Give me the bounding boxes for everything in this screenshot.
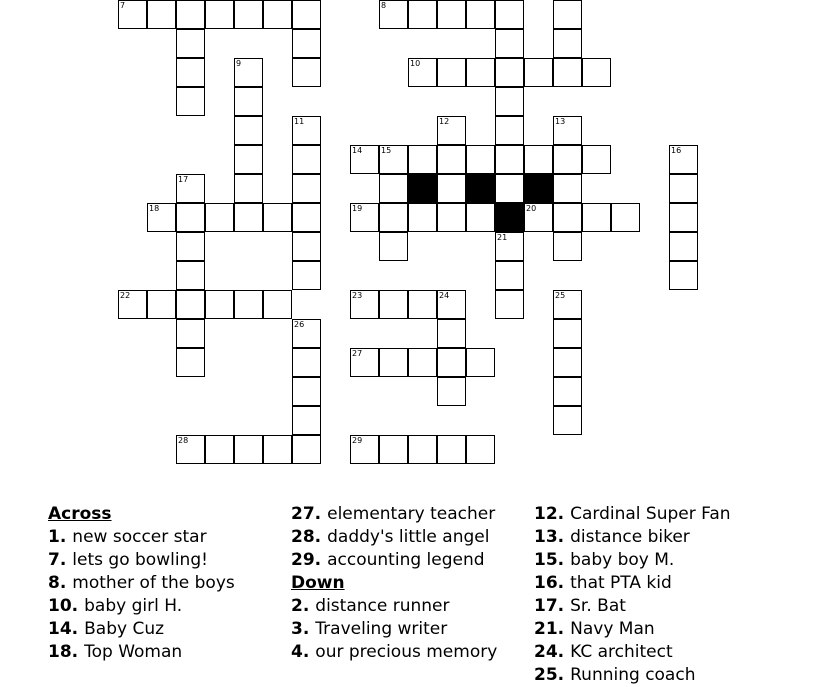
- cell-number: 24: [439, 291, 450, 300]
- cell-number: 10: [410, 59, 421, 68]
- clue-text: Running coach: [570, 665, 696, 685]
- grid-cell[interactable]: [553, 377, 582, 406]
- grid-cell[interactable]: [176, 261, 205, 290]
- clue-number: 4.: [291, 642, 310, 662]
- grid-cell[interactable]: [234, 203, 263, 232]
- grid-cell[interactable]: [379, 0, 408, 29]
- grid-cell[interactable]: [553, 319, 582, 348]
- grid-cell[interactable]: [379, 348, 408, 377]
- clue-item: [534, 641, 731, 664]
- grid-cell[interactable]: [437, 116, 466, 145]
- grid-cell[interactable]: [118, 0, 147, 29]
- grid-cell[interactable]: [234, 87, 263, 116]
- cell-number: 8: [381, 1, 387, 10]
- clue-item: [291, 526, 497, 549]
- clue-item: [534, 503, 731, 526]
- grid-cell[interactable]: [234, 116, 263, 145]
- clue-text: lets go bowling!: [72, 550, 208, 570]
- cell-number: 28: [178, 436, 189, 445]
- grid-cell[interactable]: [205, 290, 234, 319]
- clue-column-3: [534, 503, 731, 687]
- clue-text: our precious memory: [315, 642, 498, 662]
- cell-number: 15: [381, 146, 392, 155]
- grid-cell[interactable]: [553, 232, 582, 261]
- grid-cell[interactable]: [205, 203, 234, 232]
- clue-text: baby girl H.: [84, 596, 183, 616]
- grid-cell[interactable]: [176, 58, 205, 87]
- grid-cell[interactable]: [553, 29, 582, 58]
- clue-number: 8.: [48, 573, 67, 593]
- cell-number: 14: [352, 146, 363, 155]
- grid-cell[interactable]: [495, 0, 524, 29]
- grid-cell[interactable]: [379, 174, 408, 203]
- grid-cell[interactable]: [234, 0, 263, 29]
- grid-cell[interactable]: [350, 203, 379, 232]
- grid-cell[interactable]: [234, 145, 263, 174]
- grid-cell[interactable]: [611, 203, 640, 232]
- grid-cell[interactable]: [176, 87, 205, 116]
- clue-item: [48, 526, 235, 549]
- clue-number: 1.: [48, 527, 67, 547]
- grid-cell[interactable]: [553, 406, 582, 435]
- grid-cell[interactable]: [147, 203, 176, 232]
- grid-cell[interactable]: [466, 203, 495, 232]
- clue-number: 18.: [48, 642, 79, 662]
- grid-cell[interactable]: [466, 58, 495, 87]
- grid-cell[interactable]: [292, 435, 321, 464]
- cell-number: 26: [294, 320, 305, 329]
- grid-cell[interactable]: [234, 290, 263, 319]
- clue-item: [48, 641, 235, 664]
- grid-cell[interactable]: [553, 58, 582, 87]
- grid-cell[interactable]: [408, 290, 437, 319]
- grid-cell[interactable]: [437, 435, 466, 464]
- grid-cell[interactable]: [292, 203, 321, 232]
- grid-cell[interactable]: [553, 203, 582, 232]
- clue-number: 16.: [534, 573, 565, 593]
- grid-cell[interactable]: [553, 0, 582, 29]
- cell-number: 7: [120, 1, 126, 10]
- cell-number: 27: [352, 349, 363, 358]
- grid-cell[interactable]: [350, 348, 379, 377]
- clue-text: baby boy M.: [570, 550, 675, 570]
- grid-cell[interactable]: [408, 203, 437, 232]
- grid-cell[interactable]: [553, 174, 582, 203]
- grid-cell[interactable]: [553, 348, 582, 377]
- clue-number: 17.: [534, 596, 565, 616]
- clue-item: [291, 549, 497, 572]
- clue-number: 13.: [534, 527, 565, 547]
- grid-cell[interactable]: [176, 348, 205, 377]
- grid-cell[interactable]: [176, 290, 205, 319]
- clue-column-1: [48, 503, 235, 664]
- cell-number: 19: [352, 204, 363, 213]
- clue-text: distance biker: [570, 527, 690, 547]
- clue-number: 21.: [534, 619, 565, 639]
- grid-cell[interactable]: [205, 0, 234, 29]
- clue-number: 7.: [48, 550, 67, 570]
- clue-item: [534, 549, 731, 572]
- black-square: [466, 174, 495, 203]
- grid-cell[interactable]: [669, 145, 698, 174]
- grid-cell[interactable]: [408, 58, 437, 87]
- grid-cell[interactable]: [292, 58, 321, 87]
- clue-section-heading: Across: [48, 504, 112, 524]
- grid-cell[interactable]: [495, 261, 524, 290]
- grid-cell[interactable]: [437, 348, 466, 377]
- grid-cell[interactable]: [292, 0, 321, 29]
- grid-cell[interactable]: [379, 435, 408, 464]
- grid-cell[interactable]: [263, 435, 292, 464]
- grid-cell[interactable]: [205, 435, 234, 464]
- grid-cell[interactable]: [437, 58, 466, 87]
- clue-text: daddy's little angel: [327, 527, 490, 547]
- cell-number: 25: [555, 291, 566, 300]
- grid-cell[interactable]: [524, 203, 553, 232]
- grid-cell[interactable]: [176, 174, 205, 203]
- grid-cell[interactable]: [292, 29, 321, 58]
- grid-cell[interactable]: [466, 0, 495, 29]
- clue-text: new soccer star: [72, 527, 207, 547]
- clue-text: Top Woman: [84, 642, 183, 662]
- grid-cell[interactable]: [118, 290, 147, 319]
- grid-cell[interactable]: [669, 203, 698, 232]
- clue-number: 25.: [534, 665, 565, 685]
- grid-cell[interactable]: [495, 29, 524, 58]
- grid-cell[interactable]: [292, 145, 321, 174]
- grid-cell[interactable]: [350, 435, 379, 464]
- clue-item: [291, 641, 497, 664]
- grid-cell[interactable]: [582, 58, 611, 87]
- grid-cell[interactable]: [582, 145, 611, 174]
- black-square: [495, 203, 524, 232]
- cell-number: 20: [526, 204, 537, 213]
- grid-cell[interactable]: [408, 435, 437, 464]
- grid-cell[interactable]: [466, 435, 495, 464]
- grid-cell[interactable]: [669, 232, 698, 261]
- grid-cell[interactable]: [437, 290, 466, 319]
- cell-number: 16: [671, 146, 682, 155]
- grid-cell[interactable]: [466, 348, 495, 377]
- clue-number: 29.: [291, 550, 322, 570]
- grid-cell[interactable]: [466, 145, 495, 174]
- clue-text: accounting legend: [327, 550, 485, 570]
- grid-cell[interactable]: [553, 145, 582, 174]
- grid-cell[interactable]: [263, 290, 292, 319]
- grid-cell[interactable]: [379, 290, 408, 319]
- grid-cell[interactable]: [292, 377, 321, 406]
- clue-text: Sr. Bat: [570, 596, 626, 616]
- cell-number: 11: [294, 117, 305, 126]
- grid-cell[interactable]: [437, 0, 466, 29]
- clue-column-2: [291, 503, 497, 664]
- grid-cell[interactable]: [408, 0, 437, 29]
- grid-cell[interactable]: [669, 174, 698, 203]
- grid-cell[interactable]: [292, 319, 321, 348]
- grid-cell[interactable]: [437, 377, 466, 406]
- grid-cell[interactable]: [176, 232, 205, 261]
- grid-cell[interactable]: [495, 145, 524, 174]
- grid-cell[interactable]: [292, 232, 321, 261]
- grid-cell[interactable]: [234, 58, 263, 87]
- clue-item: [291, 595, 497, 618]
- grid-cell[interactable]: [437, 319, 466, 348]
- grid-cell[interactable]: [524, 145, 553, 174]
- grid-cell[interactable]: [553, 116, 582, 145]
- clue-number: 12.: [534, 504, 565, 524]
- grid-cell[interactable]: [495, 58, 524, 87]
- clue-number: 24.: [534, 642, 565, 662]
- grid-cell[interactable]: [176, 319, 205, 348]
- grid-cell[interactable]: [408, 348, 437, 377]
- cell-number: 22: [120, 291, 131, 300]
- clue-text: Cardinal Super Fan: [570, 504, 731, 524]
- grid-cell[interactable]: [263, 203, 292, 232]
- clue-text: mother of the boys: [72, 573, 235, 593]
- grid-cell[interactable]: [147, 0, 176, 29]
- grid-cell[interactable]: [176, 435, 205, 464]
- grid-cell[interactable]: [176, 29, 205, 58]
- cell-number: 9: [236, 59, 242, 68]
- grid-cell[interactable]: [379, 232, 408, 261]
- clue-number: 15.: [534, 550, 565, 570]
- grid-cell[interactable]: [553, 290, 582, 319]
- clue-item: [534, 664, 731, 687]
- grid-cell[interactable]: [147, 290, 176, 319]
- clue-number: 10.: [48, 596, 79, 616]
- grid-cell[interactable]: [437, 145, 466, 174]
- black-square: [408, 174, 437, 203]
- clue-number: 27.: [291, 504, 322, 524]
- clue-item: [291, 503, 497, 526]
- grid-cell[interactable]: [408, 145, 437, 174]
- clue-item: [534, 618, 731, 641]
- cell-number: 12: [439, 117, 450, 126]
- grid-cell[interactable]: [495, 174, 524, 203]
- grid-cell[interactable]: [524, 58, 553, 87]
- grid-cell[interactable]: [350, 145, 379, 174]
- grid-cell[interactable]: [437, 203, 466, 232]
- clue-text: elementary teacher: [327, 504, 496, 524]
- clue-item: [48, 549, 235, 572]
- cell-number: 13: [555, 117, 566, 126]
- clue-text: that PTA kid: [570, 573, 672, 593]
- clue-text: Baby Cuz: [84, 619, 165, 639]
- grid-cell[interactable]: [379, 145, 408, 174]
- grid-cell[interactable]: [379, 203, 408, 232]
- clue-text: Navy Man: [570, 619, 655, 639]
- clue-section-heading: Down: [291, 573, 345, 593]
- grid-cell[interactable]: [234, 174, 263, 203]
- clue-number: 28.: [291, 527, 322, 547]
- grid-cell[interactable]: [292, 406, 321, 435]
- cell-number: 29: [352, 436, 363, 445]
- clue-text: distance runner: [315, 596, 450, 616]
- grid-cell[interactable]: [350, 290, 379, 319]
- clue-text: KC architect: [570, 642, 673, 662]
- grid-cell[interactable]: [176, 0, 205, 29]
- clue-item: [291, 618, 497, 641]
- cell-number: 18: [149, 204, 160, 213]
- cell-number: 21: [497, 233, 508, 242]
- black-square: [524, 174, 553, 203]
- clue-item: [48, 572, 235, 595]
- clue-item: [534, 595, 731, 618]
- grid-cell[interactable]: [292, 348, 321, 377]
- clue-number: 3.: [291, 619, 310, 639]
- clue-item: [48, 618, 235, 641]
- grid-cell[interactable]: [292, 261, 321, 290]
- clue-item: [534, 572, 731, 595]
- grid-cell[interactable]: [495, 290, 524, 319]
- clue-item: [534, 526, 731, 549]
- clue-number: 14.: [48, 619, 79, 639]
- grid-cell[interactable]: [495, 232, 524, 261]
- grid-cell[interactable]: [292, 174, 321, 203]
- cell-number: 17: [178, 175, 189, 184]
- grid-cell[interactable]: [669, 261, 698, 290]
- grid-cell[interactable]: [437, 174, 466, 203]
- grid-cell[interactable]: [495, 116, 524, 145]
- grid-cell[interactable]: [582, 203, 611, 232]
- grid-cell[interactable]: [495, 87, 524, 116]
- grid-cell[interactable]: [234, 435, 263, 464]
- grid-cell[interactable]: [176, 203, 205, 232]
- grid-cell[interactable]: [263, 0, 292, 29]
- grid-cell[interactable]: [292, 116, 321, 145]
- cell-number: 23: [352, 291, 363, 300]
- clue-number: 2.: [291, 596, 310, 616]
- clue-text: Traveling writer: [315, 619, 448, 639]
- clue-item: [48, 595, 235, 618]
